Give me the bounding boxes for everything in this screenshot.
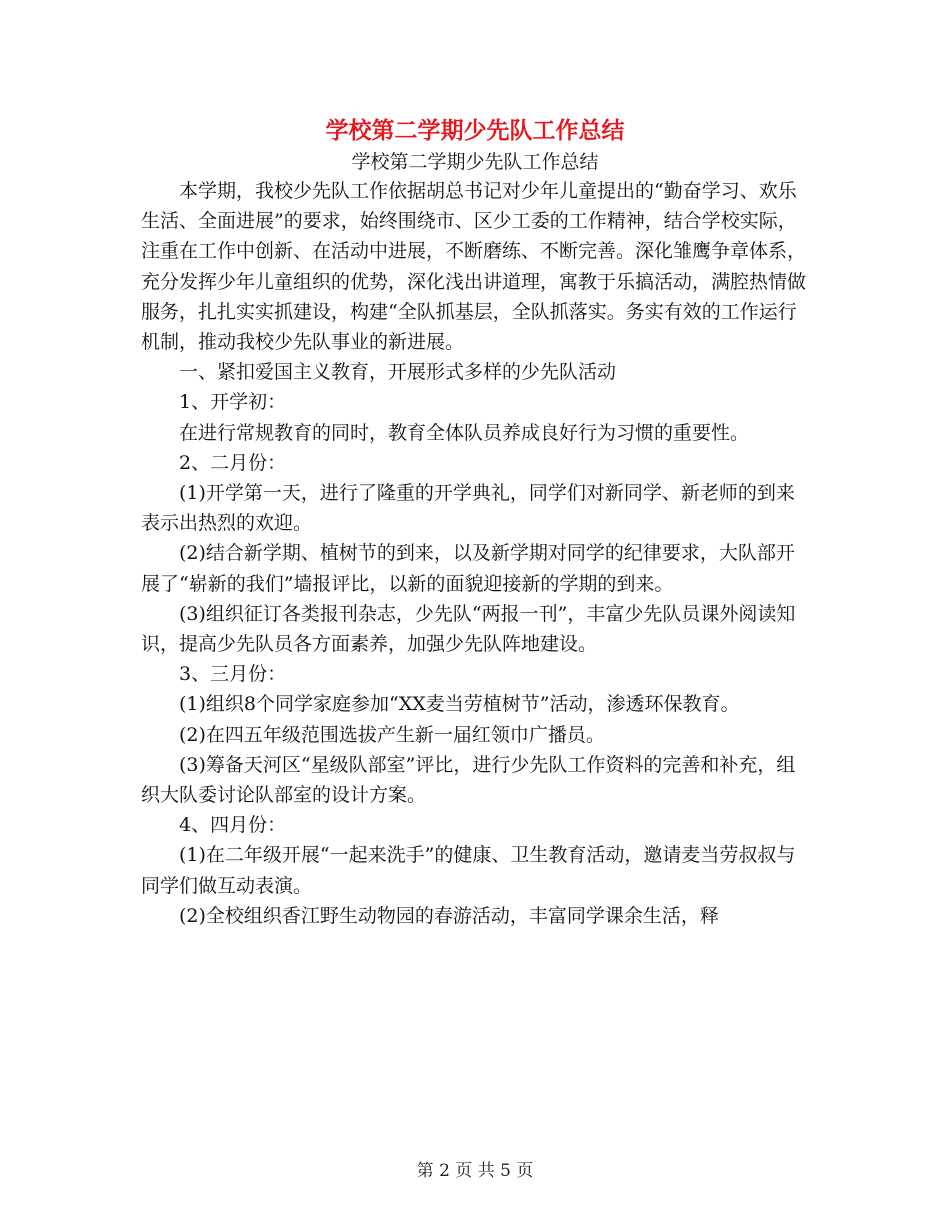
paragraph: (2)结合新学期、植树节的到来，以及新学期对同学的纪律要求，大队部开展了“崭新的我们”墙报评比，以新的面貌迎接新的学期的到来。 — [141, 542, 795, 595]
paragraph: (2)在四五年级范围选拔产生新一届红领巾广播员。 — [179, 723, 605, 746]
paragraph: 4、四月份： — [179, 814, 287, 837]
paragraph: (1)在二年级开展“一起来洗手”的健康、卫生教育活动，邀请麦当劳叔叔与同学们做互动表演。 — [141, 844, 796, 897]
paragraph: 1、开学初： — [179, 391, 287, 414]
section-heading: 一、紧扣爱国主义教育，开展形式多样的少先队活动 — [179, 361, 617, 384]
paragraph: (3)筹备天河区“星级队部室”评比，进行少先队工作资料的完善和补充，组织大队委讨论队部室的设计方案。 — [141, 753, 796, 807]
paragraph: (1)组织8个同学家庭参加“XX麦当劳植树节”活动，渗透环保教育。 — [179, 693, 740, 716]
paragraph: (3)组织征订各类报刊杂志，少先队“两报一刊”，丰富少先队员课外阅读知识，提高少先队员各方面素养，加强少先队阵地建设。 — [141, 602, 796, 656]
paragraph: 本学期，我校少先队工作依据胡总书记对少年儿童提出的“勤奋学习、欢乐生活、全面进展”的要求，始终围绕市、区少工委的工作精神，结合学校实际，注重在工作中创新、在活动中进展，不断磨练、不断完善。深化雏鹰争章体系，充分发挥少年儿童组织的优势，深化浅出讲道理，寓教于乐搞活动，满腔热情做服务，扎扎实实抓建设，构建“全队抓基层，全队抓落实。务实有效的工作运行机制，推动我校少先队事业的新进展。 — [141, 180, 807, 354]
paragraph: 3、三月份： — [179, 663, 287, 686]
document-body — [141, 176, 811, 931]
paragraph: (1)开学第一天，进行了隆重的开学典礼，同学们对新同学、新老师的到来表示出热烈的欢迎。 — [141, 482, 795, 535]
paragraph: (2)全校组织香江野生动物园的春游活动，丰富同学课余生活，释 — [179, 904, 719, 927]
paragraph: 在进行常规教育的同时，教育全体队员养成良好行为习惯的重要性。 — [179, 421, 750, 444]
paragraph: 2、二月份： — [179, 451, 287, 474]
document-subtitle: 学校第二学期少先队工作总结 — [351, 151, 599, 173]
page-number-footer: 第 2 页 共 5 页 — [416, 1161, 534, 1181]
document-title: 学校第二学期少先队工作总结 — [325, 118, 625, 144]
